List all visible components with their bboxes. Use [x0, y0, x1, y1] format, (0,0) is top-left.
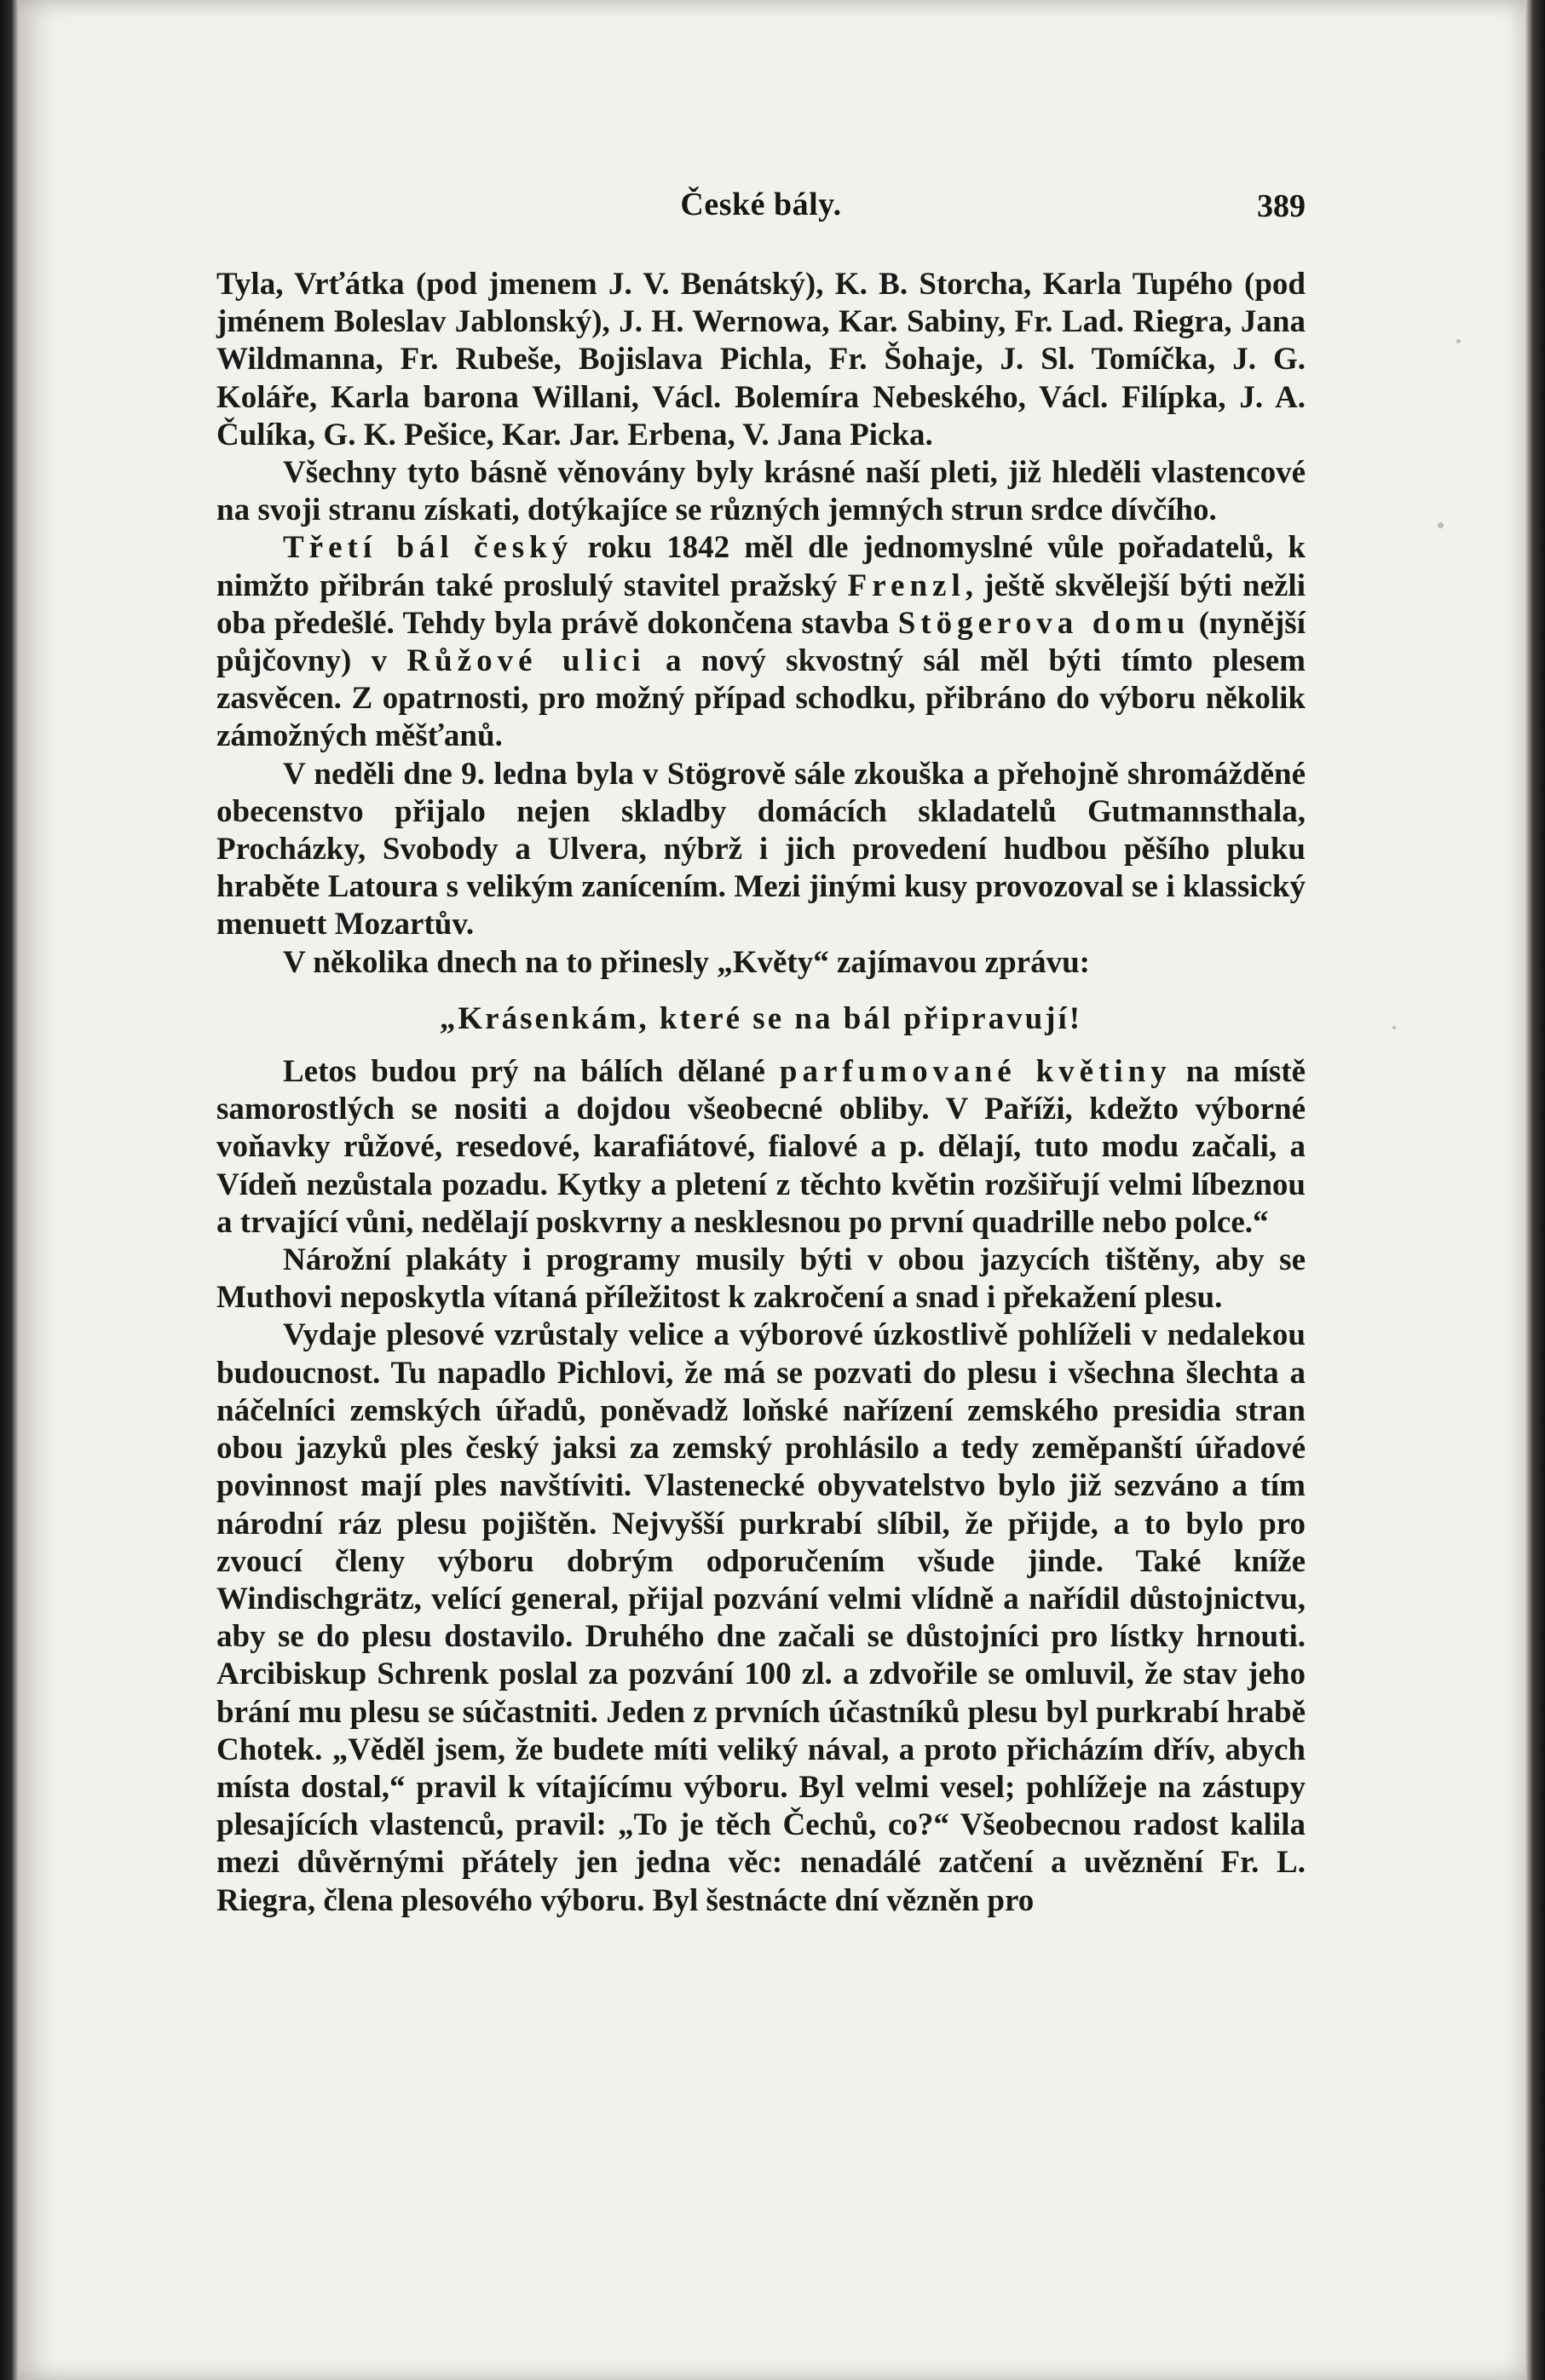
emphasis: Frenzl [847, 568, 966, 603]
running-title: České bály. [680, 187, 842, 222]
body-text [216, 266, 1306, 1920]
text-run: a nový skvostný sál měl býti tímto plesem zasvěcen. Z opatrnosti, pro možný případ schodku, přibráno do výboru několik zámožných měšťanů. [216, 643, 1306, 754]
scan-right-edge [1525, 0, 1545, 2380]
emphasis: Růžové ulici [406, 643, 646, 679]
paragraph: V několika dnech na to přinesly „Květy“ zajímavou zprávu: [283, 944, 1090, 980]
scan-left-edge [0, 0, 19, 2380]
paper-speck [1456, 339, 1461, 343]
page-number: 389 [1257, 188, 1306, 224]
paragraph [216, 529, 1306, 755]
paragraph: Vydaje plesové vzrůstaly velice a výborové úzkostlivě pohlíželi v nedalekou budoucnost. Tu napadlo Pichlovi, že má se pozvati do plesu i všechna šlechta a náčelníci zemských úřadů, poněvadž loňské nařízení zemského presidia stran obou jazyků ples český jaksi za zemský prohlásilo a tedy zeměpanští úřadové povinnost mají ples navštíviti. Vlastenecké obyvatelstvo bylo již sezváno a tím národní ráz plesu pojištěn. Nejvyšší purkrabí slíbil, že přijde, a to bylo pro zvoucí členy výboru dobrým odporučením všude jinde. Také kníže Windischgrätz, velící general, přijal pozvání velmi vlídně a nařídil důstojnictvu, aby se do plesu dostavilo. Druhého dne začali se důstojníci pro lístky hrnouti. Arcibiskup Schrenk poslal za pozvání 100 zl. a zdvořile se omluvil, že stav jeho brání mu plesu se súčastniti. Jeden z prvních účastníků plesu byl purkrabí hrabě Chotek. „Věděl jsem, že budete míti veliký nával, a proto přicházím dřív, abych místa dostal,“ pravil k vítajícímu výboru. Byl velmi vesel; pohlížeje na zástupy plesajících vlastenců, pravil: „To je těch Čechů, co?“ Všeobecnou radost kalila mezi důvěrnými přátely jen jedna věc: nenadálé zatčení a uvěznění Fr. L. Riegra, člena plesového výboru. Byl šestnácte dní vězněn pro [216, 1317, 1306, 1918]
emphasis: Třetí bál český [283, 530, 574, 566]
page-header [216, 186, 1306, 228]
paper-speck [1438, 522, 1444, 528]
emphasis: Stögerova domu [897, 605, 1190, 641]
emphasis: parfumované květiny [779, 1054, 1172, 1090]
text-run: (nynější půjčovny) v [216, 605, 1306, 679]
text-run: , ještě skvělejší býti nežli oba předešlé. Tehdy byla právě dokončena stavba [216, 568, 1306, 641]
text-run: roku 1842 měl dle jednomyslné vůle pořadatelů, k nimžto přibrán také proslulý stavitel pražský [216, 530, 1306, 603]
paragraph: V neděli dne 9. ledna byla v Stögrově sále zkouška a přehojně shromážděné obecenstvo přijalo nejen skladby domácích skladatelů Gutmannsthala, Procházky, Svobody a Ulvera, nýbrž i jich provedení hudbou pěšího pluku hraběte Latoura s velikým zanícením. Mezi jinými kusy provozoval se i klassický menuett Mozartův. [216, 756, 1306, 942]
text-run: na místě samorostlých se nositi a dojdou všeobecné obliby. V Paříži, kdežto výborné voňavky růžové, resedové, karafiátové, fialové a p. dělají, tuto modu začali, a Vídeň nezůstala pozadu. Kytky a pletení z těchto květin rozšiřují velmi líbeznou a trvající vůni, nedělají poskvrny a nesklesnou po první quadrille nebo polce.“ [216, 1054, 1306, 1240]
paragraph: Všechny tyto básně věnovány byly krásné naší pleti, již hleděli vlastencové na svoji stranu získati, dotýkajíce se různých jemných strun srdce dívčího. [216, 455, 1306, 528]
paragraph [216, 1053, 1306, 1242]
paragraph: Nárožní plakáty i programy musily býti v obou jazycích tištěny, aby se Muthovi neposkytla vítaná příležitost k zakročení a snad i překažení plesu. [216, 1242, 1306, 1316]
text-run: Letos budou prý na bálích dělané [283, 1054, 780, 1090]
quoted-heading: „Krásenkám, které se na bál připravují! [439, 1000, 1083, 1036]
paper-speck [1392, 1026, 1396, 1029]
book-page [19, 0, 1525, 2380]
paragraph: Tyla, Vrťátka (pod jmenem J. V. Benátský), K. B. Storcha, Karla Tupého (pod jménem Boleslav Jablonský), J. H. Wernowa, Kar. Sabiny, Fr. Lad. Riegra, Jana Wildmanna, Fr. Rubeše, Bojislava Pichla, Fr. Šohaje, J. Sl. Tomíčka, J. G. Koláře, Karla barona Willani, Václ. Bolemíra Nebeského, Václ. Filípka, J. A. Čulíka, G. K. Pešice, Kar. Jar. Erbena, V. Jana Picka. [216, 267, 1306, 452]
